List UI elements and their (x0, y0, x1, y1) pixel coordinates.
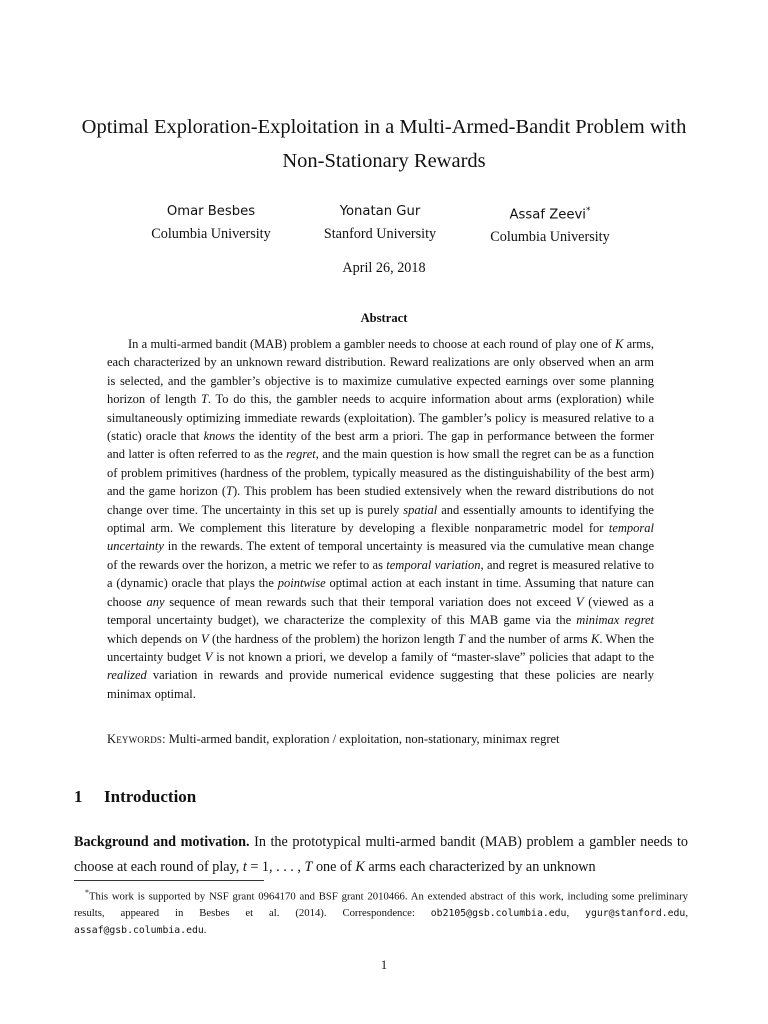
abstract-heading: Abstract (360, 311, 408, 325)
abstract-segment: sequence of mean rewards such that their temporal variation does not exceed (164, 594, 576, 609)
abstract-segment: and the number of arms (464, 631, 591, 646)
author-name: Omar Besbes (166, 204, 256, 219)
math-var: V (575, 594, 584, 609)
email-link[interactable]: ob2105@gsb.columbia.edu (430, 907, 567, 919)
email-link[interactable]: ygur@stanford.edu (585, 907, 686, 919)
math-var: t (242, 859, 247, 875)
abstract-segment: is not known a priori, we develop a family of “master-slave” policies that adapt to the (212, 649, 654, 664)
abstract-segment: in the rewards. The extent of temporal uncertainty is measured via the cumulative mean change of the rewards over the horizon, a metric we refer to as (107, 539, 654, 572)
keywords-separator: : (162, 732, 166, 746)
abstract-segment: the identity of the best arm a priori. The gap in performance between the former and latter is often referred to as the (107, 429, 654, 462)
section-title: Introduction (104, 787, 197, 806)
paper-title: Optimal Exploration-Exploitation in a Multi-Armed-Bandit Problem with Non-Stationary Rewards (81, 116, 687, 172)
emphasis: knows (203, 429, 235, 444)
abstract-segment: , and regret is measured relative to a (dynamic) oracle that plays the (107, 557, 655, 591)
emphasis: temporal uncertainty (107, 521, 654, 554)
abstract-segment: . When the uncertainty budget (107, 631, 654, 664)
author-3 (460, 200, 640, 249)
abstract-segment: variation in rewards and provide numerical evidence suggesting that these policies are nearly minimax optimal. (107, 668, 654, 701)
emphasis: realized (107, 668, 147, 683)
author-1 (121, 200, 301, 246)
footnote-text: . (203, 923, 207, 936)
abstract-segment: (the hardness of the problem) the horizon length (208, 631, 458, 646)
abstract-segment: which depends on (107, 631, 201, 646)
abstract-segment: In a multi-armed bandit (MAB) problem a gambler needs to choose at each round of play one of (128, 337, 615, 351)
math-var: T (457, 631, 465, 646)
author-2 (290, 200, 470, 246)
email-link[interactable]: assaf@gsb.columbia.edu (74, 924, 204, 936)
math-var: V (204, 649, 213, 664)
abstract-segment: arms, each characterized by an unknown reward distribution. Reward realizations are only observed when an arm is selected, and the gambler’s objective is to maximize cumulative expected earnings over some planning horizon of length (107, 337, 654, 407)
intro-segment: one of (312, 859, 356, 875)
paper-date: April 26, 2018 (342, 260, 426, 276)
keywords-text: Multi-armed bandit, exploration / exploitation, non-stationary, minimax regret (165, 732, 560, 746)
emphasis: spatial (403, 502, 438, 517)
abstract-text (107, 335, 654, 703)
keywords-label: Keywords (107, 732, 163, 746)
footnote (74, 885, 688, 939)
intro-segment: arms each characterized by an unknown (364, 859, 596, 875)
math-var: K (355, 859, 365, 875)
math-var: T (226, 484, 233, 499)
abstract-segment: ). This problem has been studied extensively when the reward distributions do not change over time. The uncertainty in this set up is purely (107, 484, 654, 517)
math-var: V (200, 631, 209, 646)
emphasis: any (146, 594, 165, 609)
footnote-text: , (685, 906, 688, 919)
abstract-segment: (viewed as a temporal uncertainty budget), we characterize the complexity of this MAB game via the (107, 594, 654, 628)
paragraph-run-in-heading: Background and motivation. (74, 834, 250, 850)
emphasis: pointwise (277, 576, 326, 591)
emphasis: temporal variation (386, 557, 481, 572)
math-var: T (304, 859, 313, 875)
abstract-segment: optimal action at each instant in time. Assuming that nature can choose (107, 576, 654, 609)
author-affiliation: Columbia University (490, 229, 610, 246)
abstract-segment: . To do this, the gambler needs to acquire information about arms (exploration) while simultaneously optimizing immediate rewards (exploitation). The gambler’s policy is measured relative to a (static) oracle that (107, 392, 654, 444)
author-name: Yonatan Gur (339, 204, 421, 219)
footnote-divider (74, 880, 264, 881)
author-name: Assaf Zeevi (509, 207, 586, 223)
author-block (0, 200, 768, 250)
footnote-text: , (566, 906, 586, 919)
math-var: K (614, 337, 624, 351)
footnote-marker: * (85, 888, 89, 897)
intro-segment: = 1, . . . , (246, 859, 305, 875)
math-var: K (590, 631, 600, 646)
intro-segment: In the prototypical multi-armed bandit (MAB) problem a gambler needs to choose at each round of play, (74, 834, 689, 875)
abstract-segment: and essentially amounts to identifying the optimal arm. We complement this literature by developing a flexible nonparametric model for (107, 502, 654, 536)
footnote-text: This work is supported by NSF grant 0964170 and BSF grant 2010466. An extended abstract of this work, including some preliminary results, appeared in Besbes et al. (2014). Correspondence: (74, 890, 688, 919)
page-number: 1 (380, 958, 388, 972)
emphasis: minimax regret (576, 613, 655, 628)
intro-paragraph (74, 830, 688, 880)
author-name-with-marker (460, 200, 640, 226)
footnote-marker[interactable]: * (585, 206, 591, 216)
author-affiliation: Columbia University (151, 226, 271, 242)
emphasis: regret (286, 447, 316, 462)
math-var: T (200, 392, 208, 407)
abstract-segment: , and the main question is how small the regret can be as a function of problem primitives (hardness of the problem, typically measured as the distinguishability of the best arm) and the game horizon ( (107, 447, 654, 499)
section-number: 1 (74, 787, 83, 806)
keywords-line (107, 730, 654, 748)
section-heading (74, 787, 196, 807)
author-affiliation: Stanford University (323, 226, 437, 242)
